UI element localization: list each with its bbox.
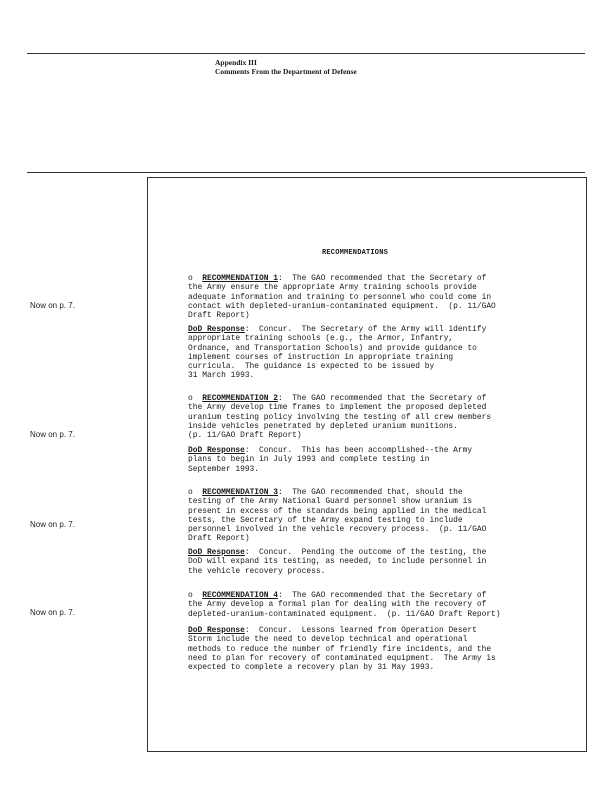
response-text: plans to begin in July 1993 and complete testing in September 1993. <box>188 455 430 474</box>
recommendation-text: : The GAO recommended that, should the <box>277 488 463 497</box>
response-3 <box>188 548 486 576</box>
response-text: : Concur. The Secretary of the Army will identify <box>244 325 487 334</box>
recommendation-text: : The GAO recommended that the Secretary of <box>277 394 487 403</box>
middle-rule <box>27 172 585 173</box>
response-label: DoD Response <box>188 325 245 334</box>
response-text: DoD will expand its testing, as needed, to include personnel in the vehicle recovery process. <box>188 557 487 576</box>
margin-note: Now on p. 7. <box>30 430 75 439</box>
page-header <box>215 58 357 76</box>
recommendation-text: the Army develop time frames to implement the proposed depleted uranium testing policy involving the testing of all crew members inside vehicles penetrated by depleted uranium munitions. (p. 11/GAO Draft Report) <box>188 403 492 441</box>
recommendation-label: RECOMMENDATION 4 <box>202 591 278 600</box>
response-label: DoD Response <box>188 446 245 455</box>
recommendation-text: testing of the Army National Guard personnel show uranium is present in excess of the standards being applied in the medical tests, the Secretary of the Army expand testing to include personnel involved in the vehicle recovery process. (p. 11/GAO Draft Report) <box>188 497 487 544</box>
response-label: DoD Response <box>188 626 245 635</box>
margin-note: Now on p. 7. <box>30 301 75 310</box>
recommendation-label: RECOMMENDATION 1 <box>202 274 278 283</box>
recommendation-2: o RECOMMENDATION 2: The GAO recommended that the Secretary of the Army develop time frames to implement the proposed depleted uranium testing policy involving the testing of all crew members inside vehicles penetrated by depleted uranium munitions. (p. 11/GAO Draft Report) <box>188 394 492 441</box>
recommendation-text: the Army ensure the appropriate Army training schools provide adequate information and training to personnel who could come in contact with depleted-uranium-contaminated equipment. (p. 11/GAO Draft Report) <box>188 283 496 321</box>
appendix-title: Comments From the Department of Defense <box>215 67 357 76</box>
response-text: : Concur. This has been accomplished--the Army <box>244 446 473 455</box>
recommendation-label: RECOMMENDATION 2 <box>202 394 278 403</box>
recommendation-text: : The GAO recommended that the Secretary of <box>277 274 487 283</box>
response-text: Storm include the need to develop technical and operational methods to reduce the number of friendly fire incidents, and the need to plan for recovery of contaminated equipment. The Army is expected to complete a recovery plan by 31 May 1993. <box>188 635 496 673</box>
response-text: : Concur. Lessons learned from Operation Desert <box>244 626 477 635</box>
top-rule <box>27 53 585 54</box>
response-label: DoD Response <box>188 548 245 557</box>
recommendation-text: : The GAO recommended that the Secretary of <box>277 591 487 600</box>
recommendation-3: o RECOMMENDATION 3: The GAO recommended that, should the testing of the Army National Guard personnel show uranium is present in excess of the standards being applied in the medical tests, the Secretary of the Army expand testing to include personnel involved in the vehicle recovery process. (p. 11/GAO Draft Report) <box>188 488 487 544</box>
response-4 <box>188 626 496 672</box>
margin-note: Now on p. 7. <box>30 520 75 529</box>
recommendation-text: the Army develop a formal plan for dealing with the recovery of depleted-uranium-contaminated equipment. (p. 11/GAO Draft Report) <box>188 600 501 619</box>
recommendation-label: RECOMMENDATION 3 <box>202 488 278 497</box>
response-text: : Concur. Pending the outcome of the testing, the <box>244 548 487 557</box>
response-1 <box>188 325 486 381</box>
margin-note: Now on p. 7. <box>30 608 75 617</box>
section-heading: RECOMMENDATIONS <box>322 249 389 257</box>
response-2 <box>188 446 472 474</box>
appendix-label: Appendix III <box>215 58 257 67</box>
response-text: appropriate training schools (e.g., the Armor, Infantry, Ordnance, and Transportation Schools) and provide guidance to implement courses of instruction in appropriate training curricula. The guidance is expected to be issued by 31 March 1993. <box>188 334 477 381</box>
recommendation-1: o RECOMMENDATION 1: The GAO recommended that the Secretary of the Army ensure the appropriate Army training schools provide adequate information and training to personnel who could come in contact with depleted-uranium-contaminated equipment. (p. 11/GAO Draft Report) <box>188 274 496 321</box>
recommendation-4: o RECOMMENDATION 4: The GAO recommended that the Secretary of the Army develop a formal plan for dealing with the recovery of depleted-uranium-contaminated equipment. (p. 11/GAO Draft Report) <box>188 591 501 619</box>
